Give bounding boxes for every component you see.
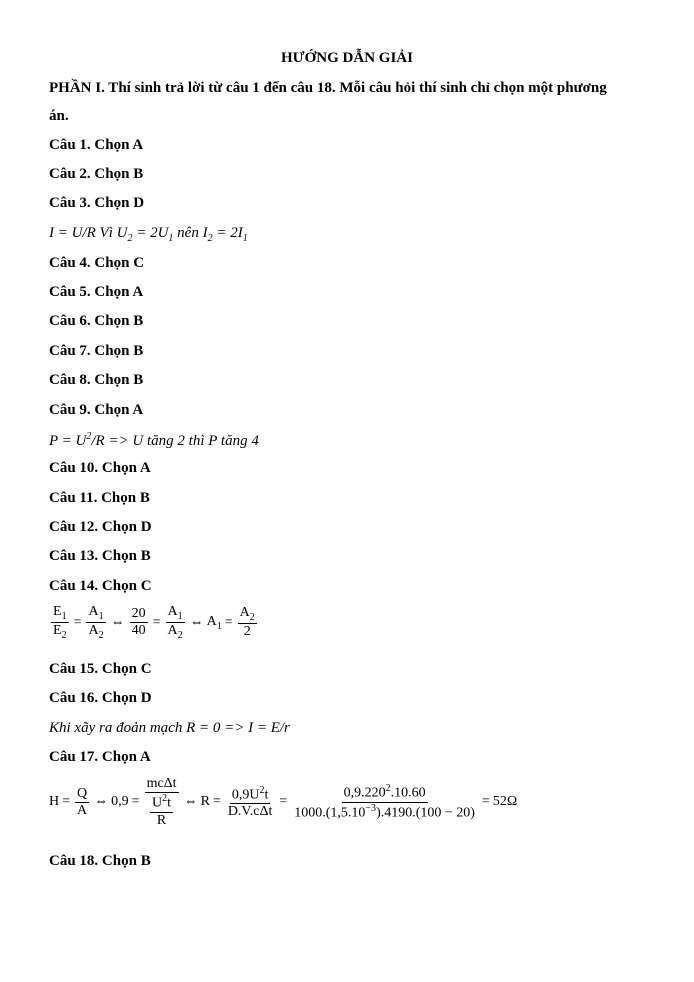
fraction-r-values: $\frac{0,9.220^2.10.60}{1000.(1,5.10^{-3}).4190.(100 - 20)}$ xyxy=(294,783,475,821)
page-title: HƯỚNG DẪN GIẢI xyxy=(281,50,413,66)
answer-q12: Câu 12. Chọn D xyxy=(49,519,152,535)
answer-q18: Câu 18. Chọn B xyxy=(49,853,151,869)
fraction-q-a: $\frac{Q}{A}$ xyxy=(77,785,88,818)
answer-q15: Câu 15. Chọn C xyxy=(49,661,152,677)
answer-q13: Câu 13. Chọn B xyxy=(49,548,151,564)
answer-q14: Câu 14. Chọn C xyxy=(49,578,152,594)
answer-q6: Câu 6. Chọn B xyxy=(49,313,144,329)
fraction-a2-2: $\frac{A_2}{2}$ xyxy=(239,605,255,640)
fraction-r-formula: $\frac{0,9U^2t}{\text{D.V.cΔt}}$ xyxy=(227,784,273,820)
answer-q5: Câu 5. Chọn A xyxy=(49,284,144,300)
fraction-u2t-r: $\frac{U^2t}{R}$ xyxy=(152,793,172,828)
equation-q14: $\frac{E_1}{E_2}$ = $\frac{A_1}{A_2}$ ⇔ $\frac{20}{40}$ = $\frac{A_1}{A_2}$ ⇔ $A_1$ = $\frac{A_2}{2}$ xyxy=(53,604,255,642)
answer-q7: Câu 7. Chọn B xyxy=(49,343,144,359)
answer-q8: Câu 8. Chọn B xyxy=(49,372,144,388)
answer-q4: Câu 4. Chọn C xyxy=(49,255,145,271)
answer-q11: Câu 11. Chọn B xyxy=(49,490,150,506)
fraction-a1-a2-b: $\frac{A_1}{A_2}$ xyxy=(167,604,183,642)
note-q3: I = U/R Vì $U_2 = 2U_1$ nên $I_2 = 2I_1$ xyxy=(49,225,248,244)
answer-q17: Câu 17. Chọn A xyxy=(49,749,151,765)
equation-q17: H = $\frac{Q}{A}$ ⇔ 0,9 = $\frac{\text{mcΔt}}{\frac{U^2t}{R}}$ ⇔ R = $\frac{0,9U^2t}{\text{D.V.cΔt}}$ = $\frac{0,9.220^2.10.60}{1000.(1,5.10^{-3}).4190.(100 - 20)}$ = 52Ω xyxy=(49,776,518,828)
answer-q16: Câu 16. Chọn D xyxy=(49,690,152,706)
note-q16: Khi xãy ra đoản mạch R = 0 => I = E/r xyxy=(49,720,290,736)
answer-q2: Câu 2. Chọn B xyxy=(49,166,144,182)
fraction-mcdt: $\frac{\text{mcΔt}}{\frac{U^2t}{R}}$ xyxy=(146,776,177,828)
answer-q10: Câu 10. Chọn A xyxy=(49,460,151,476)
fraction-20-40: $\frac{20}{40}$ xyxy=(131,606,146,639)
part1-heading-cont: án. xyxy=(49,108,69,124)
answer-q1: Câu 1. Chọn A xyxy=(49,137,144,153)
answer-q3: Câu 3. Chọn D xyxy=(49,195,145,211)
part1-heading: PHẦN I. Thí sinh trả lời từ câu 1 đến câu 18. Mỗi câu hỏi thí sinh chỉ chọn một phương xyxy=(49,80,607,96)
fraction-e1-e2: $\frac{E_1}{E_2}$ xyxy=(53,604,67,642)
answer-q9: Câu 9. Chọn A xyxy=(49,402,144,418)
note-q9: $P = U^2/R => U$ tăng 2 thì P tăng 4 xyxy=(49,431,259,449)
fraction-a1-a2: $\frac{A_1}{A_2}$ xyxy=(88,604,104,642)
